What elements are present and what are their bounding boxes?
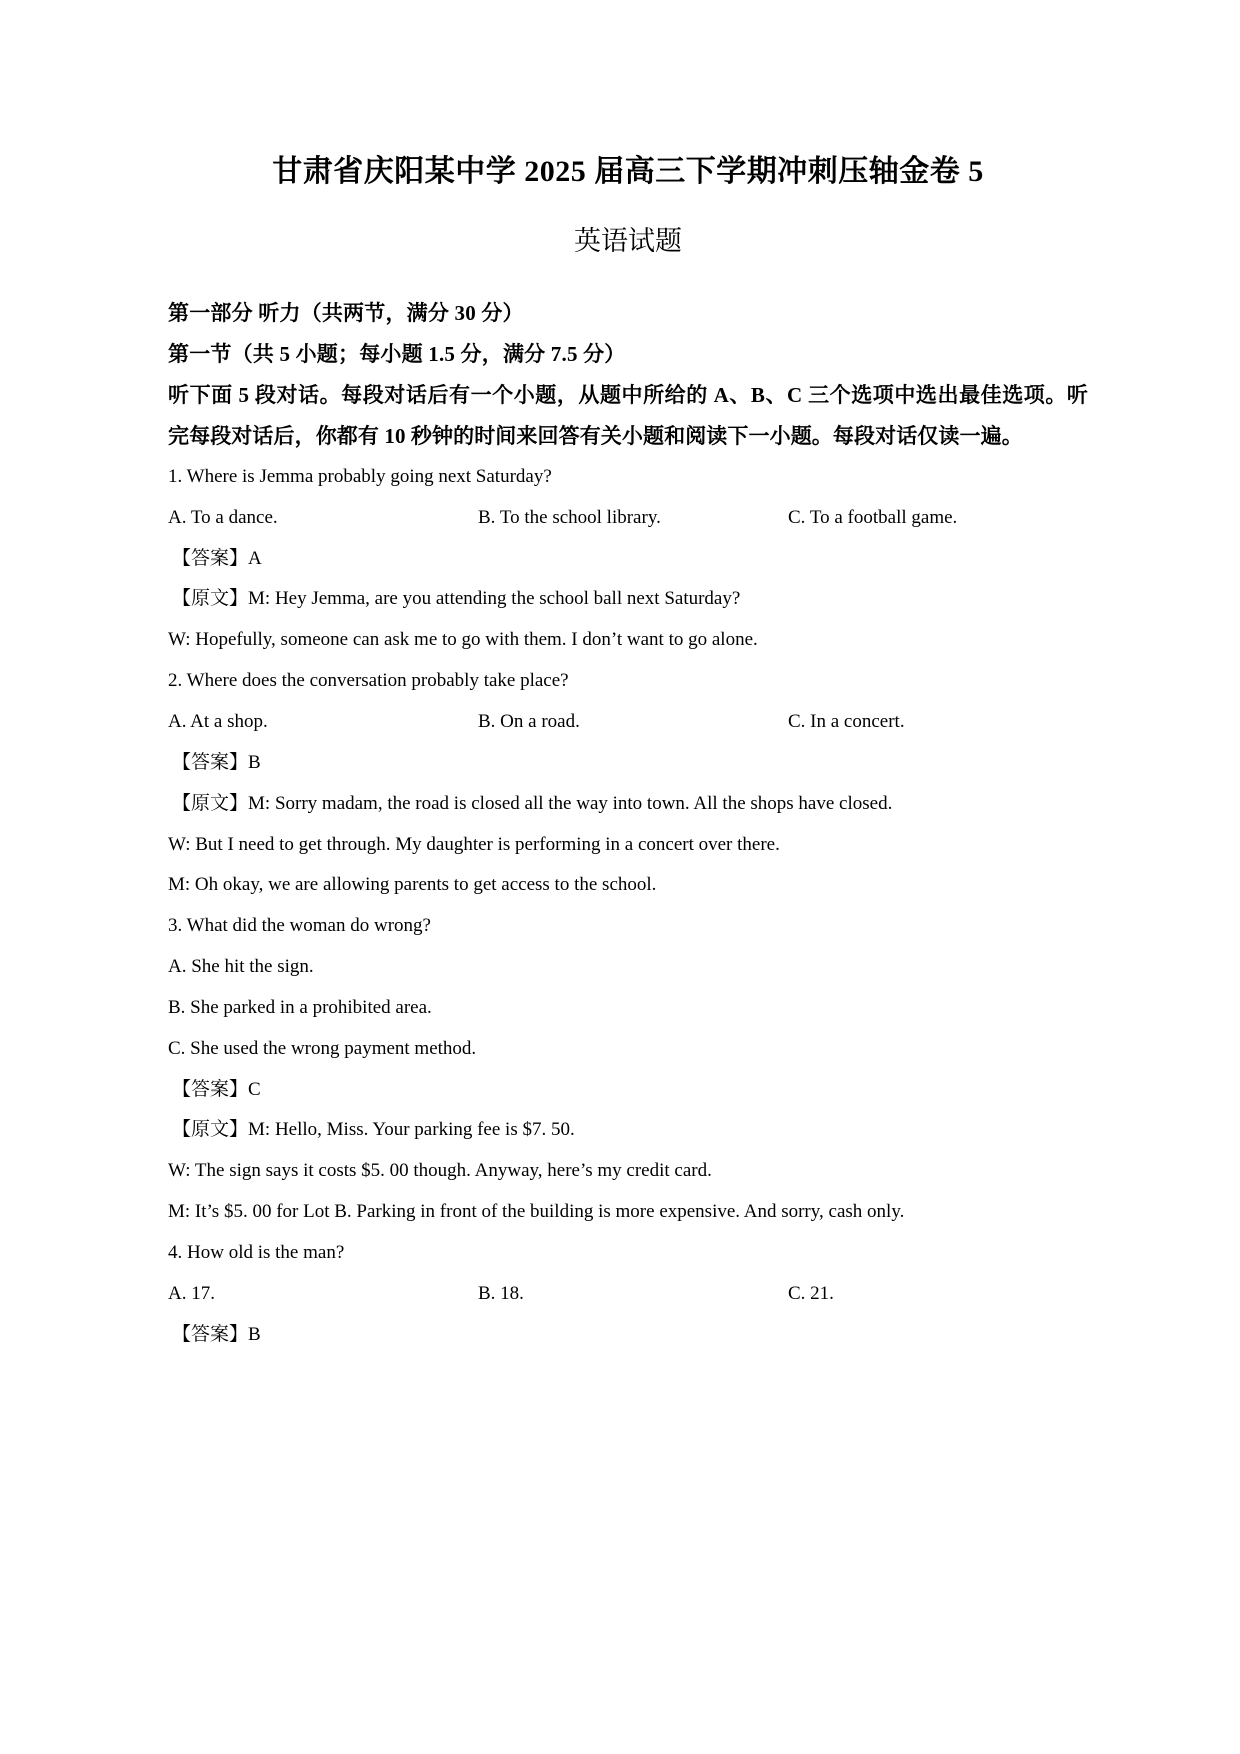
question-stem: 3. What did the woman do wrong? bbox=[168, 915, 431, 937]
option-a[interactable]: A. At a shop. bbox=[168, 711, 268, 732]
page-subtitle: 英语试题 bbox=[574, 226, 682, 256]
listening-instruction: 听下面 5 段对话。每段对话后有一个小题，从题中所给的 A、B、C 三个选项中选出最佳选项。听完每段对话后，你都有 10 秒钟的时间来回答有关小题和阅读下一小题。每段对话仅读一遍。 bbox=[168, 383, 1088, 448]
script-line bbox=[168, 579, 1088, 620]
answer-value: C bbox=[248, 1078, 261, 1100]
option-row bbox=[168, 702, 1088, 743]
part-heading: 第一部分 听力（共两节，满分 30 分） bbox=[168, 301, 524, 326]
script-line bbox=[168, 784, 1088, 825]
script-line: W: But I need to get through. My daughter is performing in a concert over there. bbox=[168, 833, 780, 855]
option-b[interactable]: B. She parked in a prohibited area. bbox=[168, 996, 432, 1018]
script-label: 【原文】 bbox=[172, 1119, 249, 1141]
answer-label: 【答案】 bbox=[172, 547, 249, 569]
script-text: M: Sorry madam, the road is closed all the way into town. All the shops have closed. bbox=[248, 792, 893, 814]
option-row bbox=[168, 1274, 1088, 1315]
answer-line bbox=[168, 539, 1088, 580]
answer-label: 【答案】 bbox=[172, 1078, 249, 1100]
option-a[interactable]: A. To a dance. bbox=[168, 506, 278, 528]
answer-line bbox=[168, 1070, 1088, 1111]
question-block bbox=[168, 906, 1088, 1233]
option-a[interactable]: A. 17. bbox=[168, 1282, 215, 1304]
option-a[interactable]: A. She hit the sign. bbox=[168, 956, 314, 978]
option-c[interactable]: C. To a football game. bbox=[788, 506, 958, 528]
script-label: 【原文】 bbox=[172, 588, 249, 610]
question-block bbox=[168, 1233, 1088, 1356]
script-line: W: Hopefully, someone can ask me to go with them. I don’t want to go alone. bbox=[168, 629, 758, 651]
answer-label: 【答案】 bbox=[172, 751, 249, 773]
question-stem: 1. Where is Jemma probably going next Saturday? bbox=[168, 465, 552, 487]
option-b[interactable]: B. 18. bbox=[478, 1282, 524, 1304]
answer-value: B bbox=[248, 1323, 261, 1345]
option-b[interactable]: B. On a road. bbox=[478, 711, 580, 732]
question-block bbox=[168, 457, 1088, 661]
option-row bbox=[168, 498, 1088, 539]
question-block bbox=[168, 661, 1088, 906]
answer-line bbox=[168, 743, 1088, 784]
option-b[interactable]: B. To the school library. bbox=[478, 506, 661, 528]
option-c[interactable]: C. She used the wrong payment method. bbox=[168, 1037, 477, 1059]
answer-line bbox=[168, 1315, 1088, 1356]
option-c[interactable]: C. 21. bbox=[788, 1282, 834, 1304]
script-line: W: The sign says it costs $5. 00 though. Anyway, here’s my credit card. bbox=[168, 1160, 712, 1182]
option-c[interactable]: C. In a concert. bbox=[788, 711, 905, 732]
answer-value: B bbox=[248, 751, 261, 773]
script-text: M: Hello, Miss. Your parking fee is $7. 50. bbox=[248, 1119, 575, 1141]
page-title: 甘肃省庆阳某中学 2025 届高三下学期冲刺压轴金卷 5 bbox=[272, 155, 984, 188]
script-line: M: Oh okay, we are allowing parents to get access to the school. bbox=[168, 874, 657, 896]
question-stem: 2. Where does the conversation probably take place? bbox=[168, 670, 569, 692]
script-line: M: It’s $5. 00 for Lot B. Parking in front of the building is more expensive. And sorry, cash only. bbox=[168, 1201, 905, 1223]
script-line bbox=[168, 1110, 1088, 1151]
script-label: 【原文】 bbox=[172, 792, 249, 814]
answer-value: A bbox=[248, 547, 262, 569]
answer-label: 【答案】 bbox=[172, 1323, 249, 1345]
question-stem: 4. How old is the man? bbox=[168, 1241, 345, 1263]
script-text: M: Hey Jemma, are you attending the school ball next Saturday? bbox=[248, 588, 741, 610]
section-subheading: 第一节（共 5 小题；每小题 1.5 分，满分 7.5 分） bbox=[168, 342, 626, 367]
